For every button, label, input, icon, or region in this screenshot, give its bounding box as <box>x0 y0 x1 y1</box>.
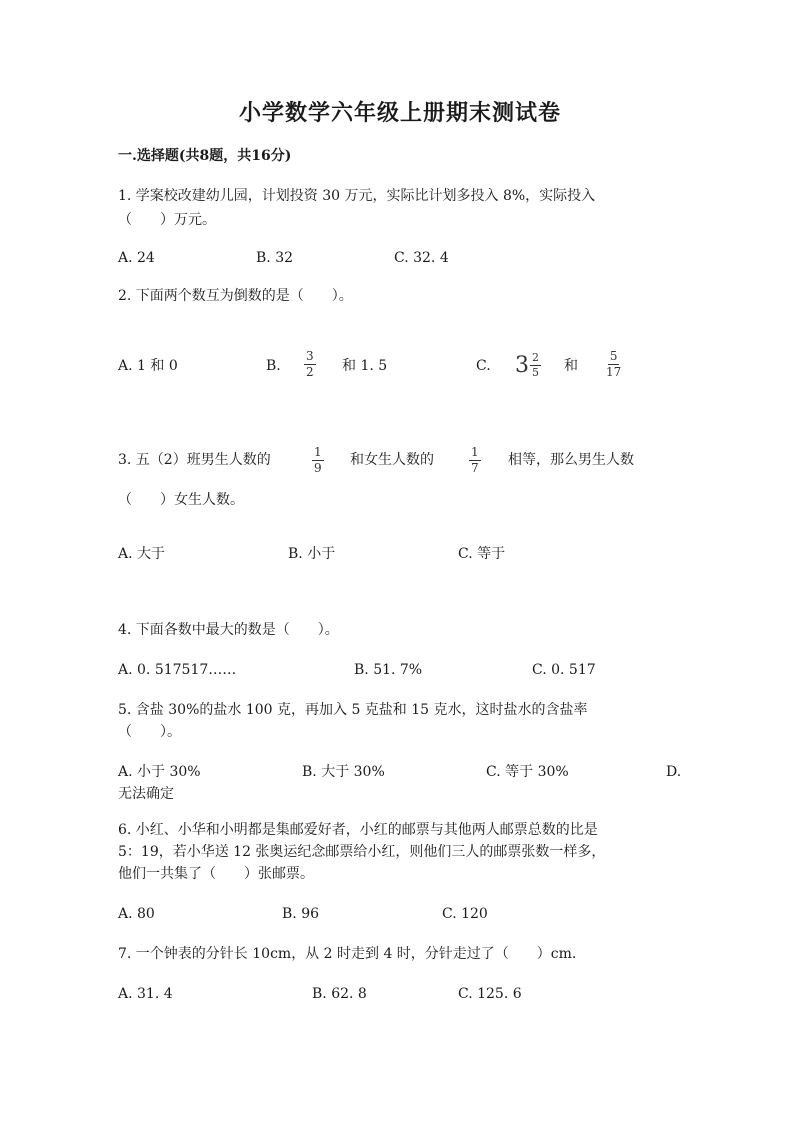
question-3-text-part3: 相等，那么男生人数 <box>508 452 634 468</box>
question-6-option-a: A. 80 <box>118 906 155 922</box>
question-5-option-d-text: 无法确定 <box>118 786 174 802</box>
question-7-option-a: A. 31. 4 <box>118 986 173 1002</box>
question-6-option-b: B. 96 <box>282 906 320 922</box>
question-2-option-b-label: B. <box>266 358 281 374</box>
question-1-option-b: B. 32 <box>256 250 294 266</box>
fraction-denominator: 2 <box>306 365 314 379</box>
page-title: 小学数学六年级上册期末测试卷 <box>238 100 561 126</box>
question-3-text-line2: （ ）女生人数。 <box>118 492 244 508</box>
question-6-text: 6. 小红、小华和小明都是集邮爱好者，小红的邮票与其他两人邮票总数的比是 <box>118 822 598 838</box>
question-5-option-a: A. 小于 30% <box>118 764 201 780</box>
question-5-option-c: C. 等于 30% <box>486 764 569 780</box>
question-1-text: 1. 学案校改建幼儿园，计划投资 30 万元，实际比计划多投入 8%，实际投入 <box>118 188 596 204</box>
question-2-option-c-and: 和 <box>564 358 578 374</box>
question-1-option-a: A. 24 <box>118 250 155 266</box>
question-5-option-b: B. 大于 30% <box>302 764 385 780</box>
question-6-text-line3: 他们一共集了（ ）张邮票。 <box>118 866 314 882</box>
question-1-text-line2: （ ）万元。 <box>118 212 216 228</box>
question-3-fraction-2 <box>469 446 481 475</box>
question-5-option-d: D. <box>666 764 682 780</box>
mixed-whole: 3 <box>515 353 529 378</box>
fraction-denominator: 5 <box>532 366 539 379</box>
fraction-numerator: 1 <box>471 445 479 459</box>
fraction-denominator: 9 <box>314 461 322 475</box>
question-4-option-c: C. 0. 517 <box>532 662 596 678</box>
question-3-option-c: C. 等于 <box>458 546 506 562</box>
question-4-option-b: B. 51. 7% <box>354 662 423 678</box>
mixed-fraction <box>530 352 541 379</box>
question-2-option-b-fraction <box>304 350 316 379</box>
question-6-text-line2: 5：19，若小华送 12 张奥运纪念邮票给小红，则他们三人的邮票张数一样多， <box>118 844 606 860</box>
question-2-option-c-fraction <box>604 350 623 379</box>
question-2-option-c-mixed-number <box>515 352 541 379</box>
question-3-text-part1: 3. 五（2）班男生人数的 <box>118 452 271 468</box>
question-7-option-c: C. 125. 6 <box>458 986 522 1002</box>
fraction-denominator: 17 <box>606 365 622 379</box>
question-3-option-b: B. 小于 <box>288 546 336 562</box>
fraction-denominator: 7 <box>471 461 479 475</box>
question-7-text: 7. 一个钟表的分针长 10cm，从 2 时走到 4 时，分针走过了（ ）cm. <box>118 946 577 962</box>
fraction-numerator: 5 <box>609 349 618 363</box>
question-5-text: 5. 含盐 30%的盐水 100 克，再加入 5 克盐和 15 克水，这时盐水的含盐率 <box>118 702 588 718</box>
question-5-text-line2: （ ）。 <box>118 724 181 740</box>
question-4-option-a: A. 0. 517517…… <box>118 662 237 678</box>
question-1-option-c: C. 32. 4 <box>394 250 449 266</box>
question-3-option-a: A. 大于 <box>118 546 166 562</box>
question-2-text: 2. 下面两个数互为倒数的是（ ）。 <box>118 288 353 304</box>
question-3-text-part2: 和女生人数的 <box>350 452 434 468</box>
question-2-option-c-label: C. <box>476 358 491 374</box>
fraction-numerator: 2 <box>532 351 539 364</box>
question-2-option-b-tail: 和 1. 5 <box>342 358 388 374</box>
fraction-numerator: 3 <box>306 349 314 363</box>
section-heading: 一.选择题(共8题，共16分) <box>118 148 292 164</box>
question-2-option-a: A. 1 和 0 <box>118 358 178 374</box>
question-4-text: 4. 下面各数中最大的数是（ ）。 <box>118 622 339 638</box>
question-7-option-b: B. 62. 8 <box>312 986 367 1002</box>
fraction-numerator: 1 <box>314 445 322 459</box>
question-6-option-c: C. 120 <box>442 906 488 922</box>
question-3-fraction-1 <box>312 446 324 475</box>
